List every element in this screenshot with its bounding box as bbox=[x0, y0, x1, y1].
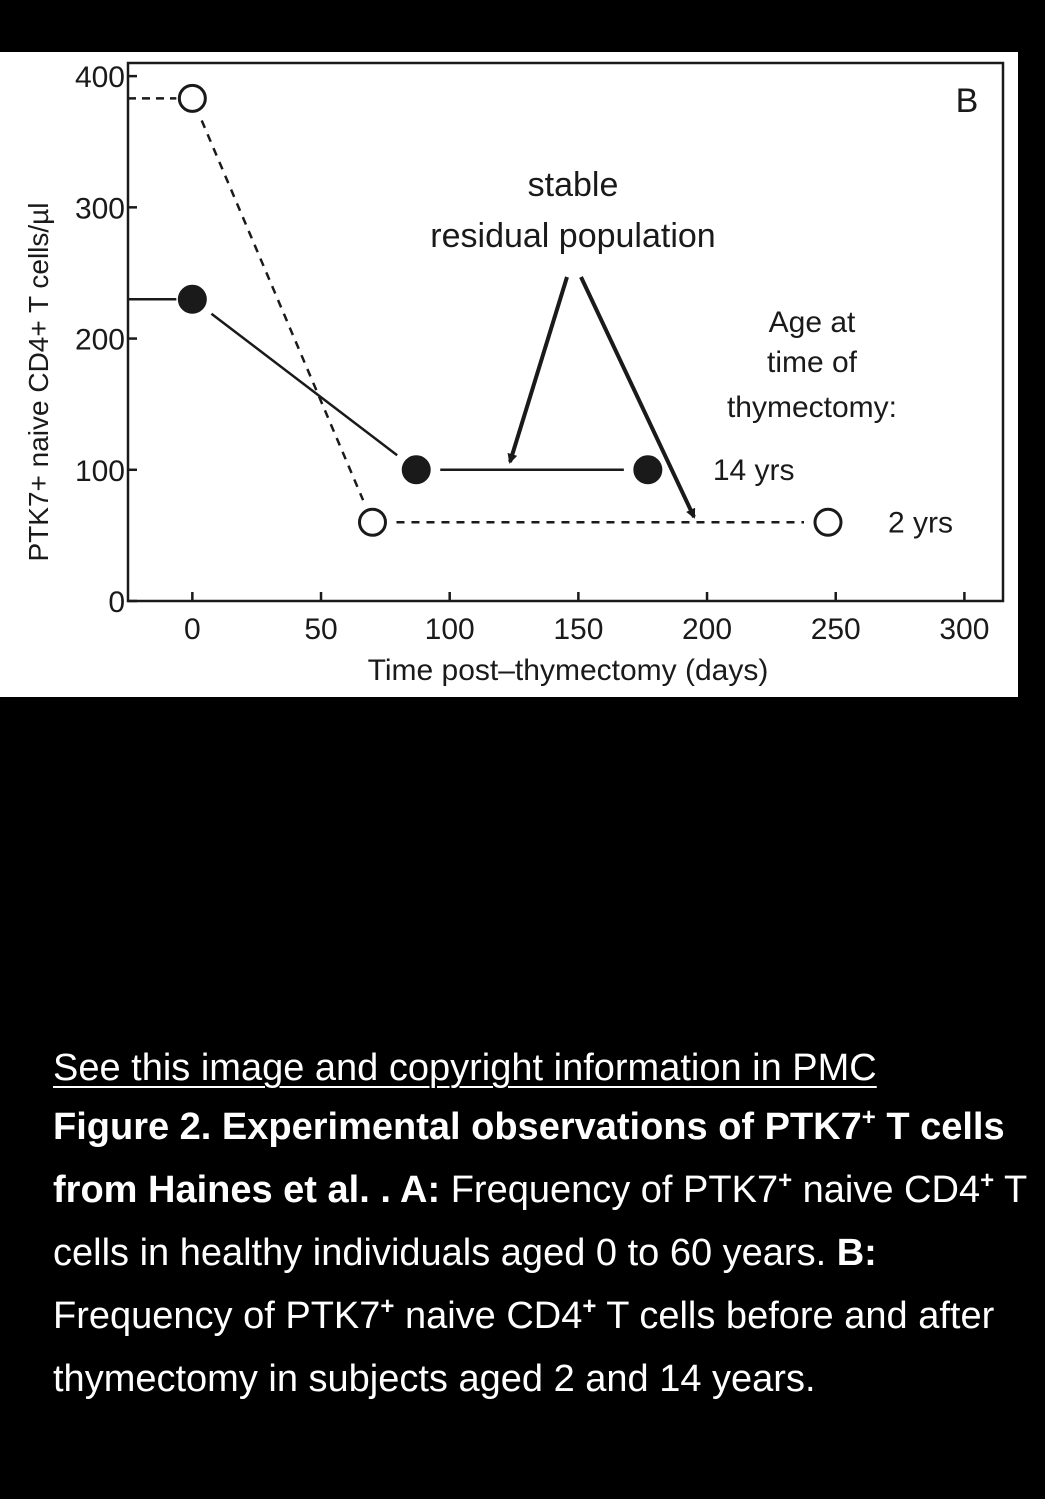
filled-circle-point bbox=[635, 457, 661, 483]
y-tick-label: 300 bbox=[74, 192, 125, 226]
y-tick-label: 400 bbox=[74, 61, 125, 95]
caption-b-sup1: + bbox=[380, 1293, 395, 1320]
y-tick-label: 0 bbox=[108, 586, 125, 619]
caption-a-text1: Frequency of PTK7 bbox=[440, 1169, 779, 1211]
thymectomy-chart bbox=[0, 52, 1018, 697]
filled-circle-point bbox=[179, 286, 205, 312]
caption-a-text2: naive CD4 bbox=[792, 1169, 981, 1211]
series-1-segment bbox=[202, 121, 363, 501]
caption-b-text3: T cells before and after thymectomy in subjects aged 2 and 14 years. bbox=[53, 1295, 995, 1400]
annotation-age-line3: thymectomy: bbox=[726, 391, 898, 424]
caption-b-sup2: + bbox=[582, 1293, 597, 1320]
x-tick-label: 100 bbox=[424, 613, 475, 646]
pmc-copyright-link[interactable]: See this image and copyright information in PMC bbox=[53, 1047, 877, 1089]
open-circle-point bbox=[179, 85, 205, 111]
annotation-age-line1: Age at bbox=[768, 306, 856, 339]
figure-caption bbox=[53, 1040, 1038, 1411]
x-tick-label: 50 bbox=[304, 613, 338, 646]
annotation-age-line2: time of bbox=[766, 346, 858, 379]
arrow-left bbox=[510, 277, 567, 462]
series-label: 2 yrs bbox=[888, 506, 954, 540]
caption-title-sup: + bbox=[861, 1104, 876, 1131]
plot-frame bbox=[128, 63, 1003, 601]
x-tick-label: 0 bbox=[183, 613, 201, 646]
annotation-stable: stable bbox=[527, 166, 619, 204]
caption-title-part1: Figure 2. Experimental observations of PTK7 bbox=[53, 1106, 862, 1148]
panel-label: B bbox=[955, 82, 979, 120]
figure-image bbox=[0, 52, 1018, 697]
y-tick-label: 100 bbox=[74, 454, 125, 488]
arrow-right bbox=[581, 277, 694, 517]
annotation-residual-population: residual population bbox=[430, 217, 716, 255]
filled-circle-point bbox=[403, 457, 429, 483]
caption-a-label: A: bbox=[400, 1169, 441, 1211]
x-tick-label: 300 bbox=[939, 613, 990, 646]
caption-text bbox=[53, 1096, 1038, 1411]
x-tick-label: 200 bbox=[682, 613, 733, 646]
caption-a-text3: T cells in healthy individuals aged 0 to 60 years. bbox=[53, 1169, 1027, 1274]
caption-b-text2: naive CD4 bbox=[394, 1295, 583, 1337]
x-tick-label: 150 bbox=[553, 613, 604, 646]
caption-a-sup1: + bbox=[778, 1167, 793, 1194]
caption-b-label: B: bbox=[836, 1232, 877, 1274]
y-axis-label: PTK7+ naive CD4+ T cells/µl bbox=[23, 202, 54, 562]
caption-title-part2: T cells from Haines et al. . bbox=[53, 1106, 1005, 1211]
open-circle-point bbox=[815, 509, 841, 535]
x-tick-label: 250 bbox=[810, 613, 861, 646]
y-tick-label: 200 bbox=[74, 323, 125, 357]
open-circle-point bbox=[359, 509, 385, 535]
caption-a-sup2: + bbox=[980, 1167, 995, 1194]
series-label: 14 yrs bbox=[712, 453, 795, 487]
x-axis-label: Time post–thymectomy (days) bbox=[367, 654, 769, 687]
series-0-segment bbox=[211, 314, 397, 455]
caption-b-text1: Frequency of PTK7 bbox=[53, 1295, 381, 1337]
